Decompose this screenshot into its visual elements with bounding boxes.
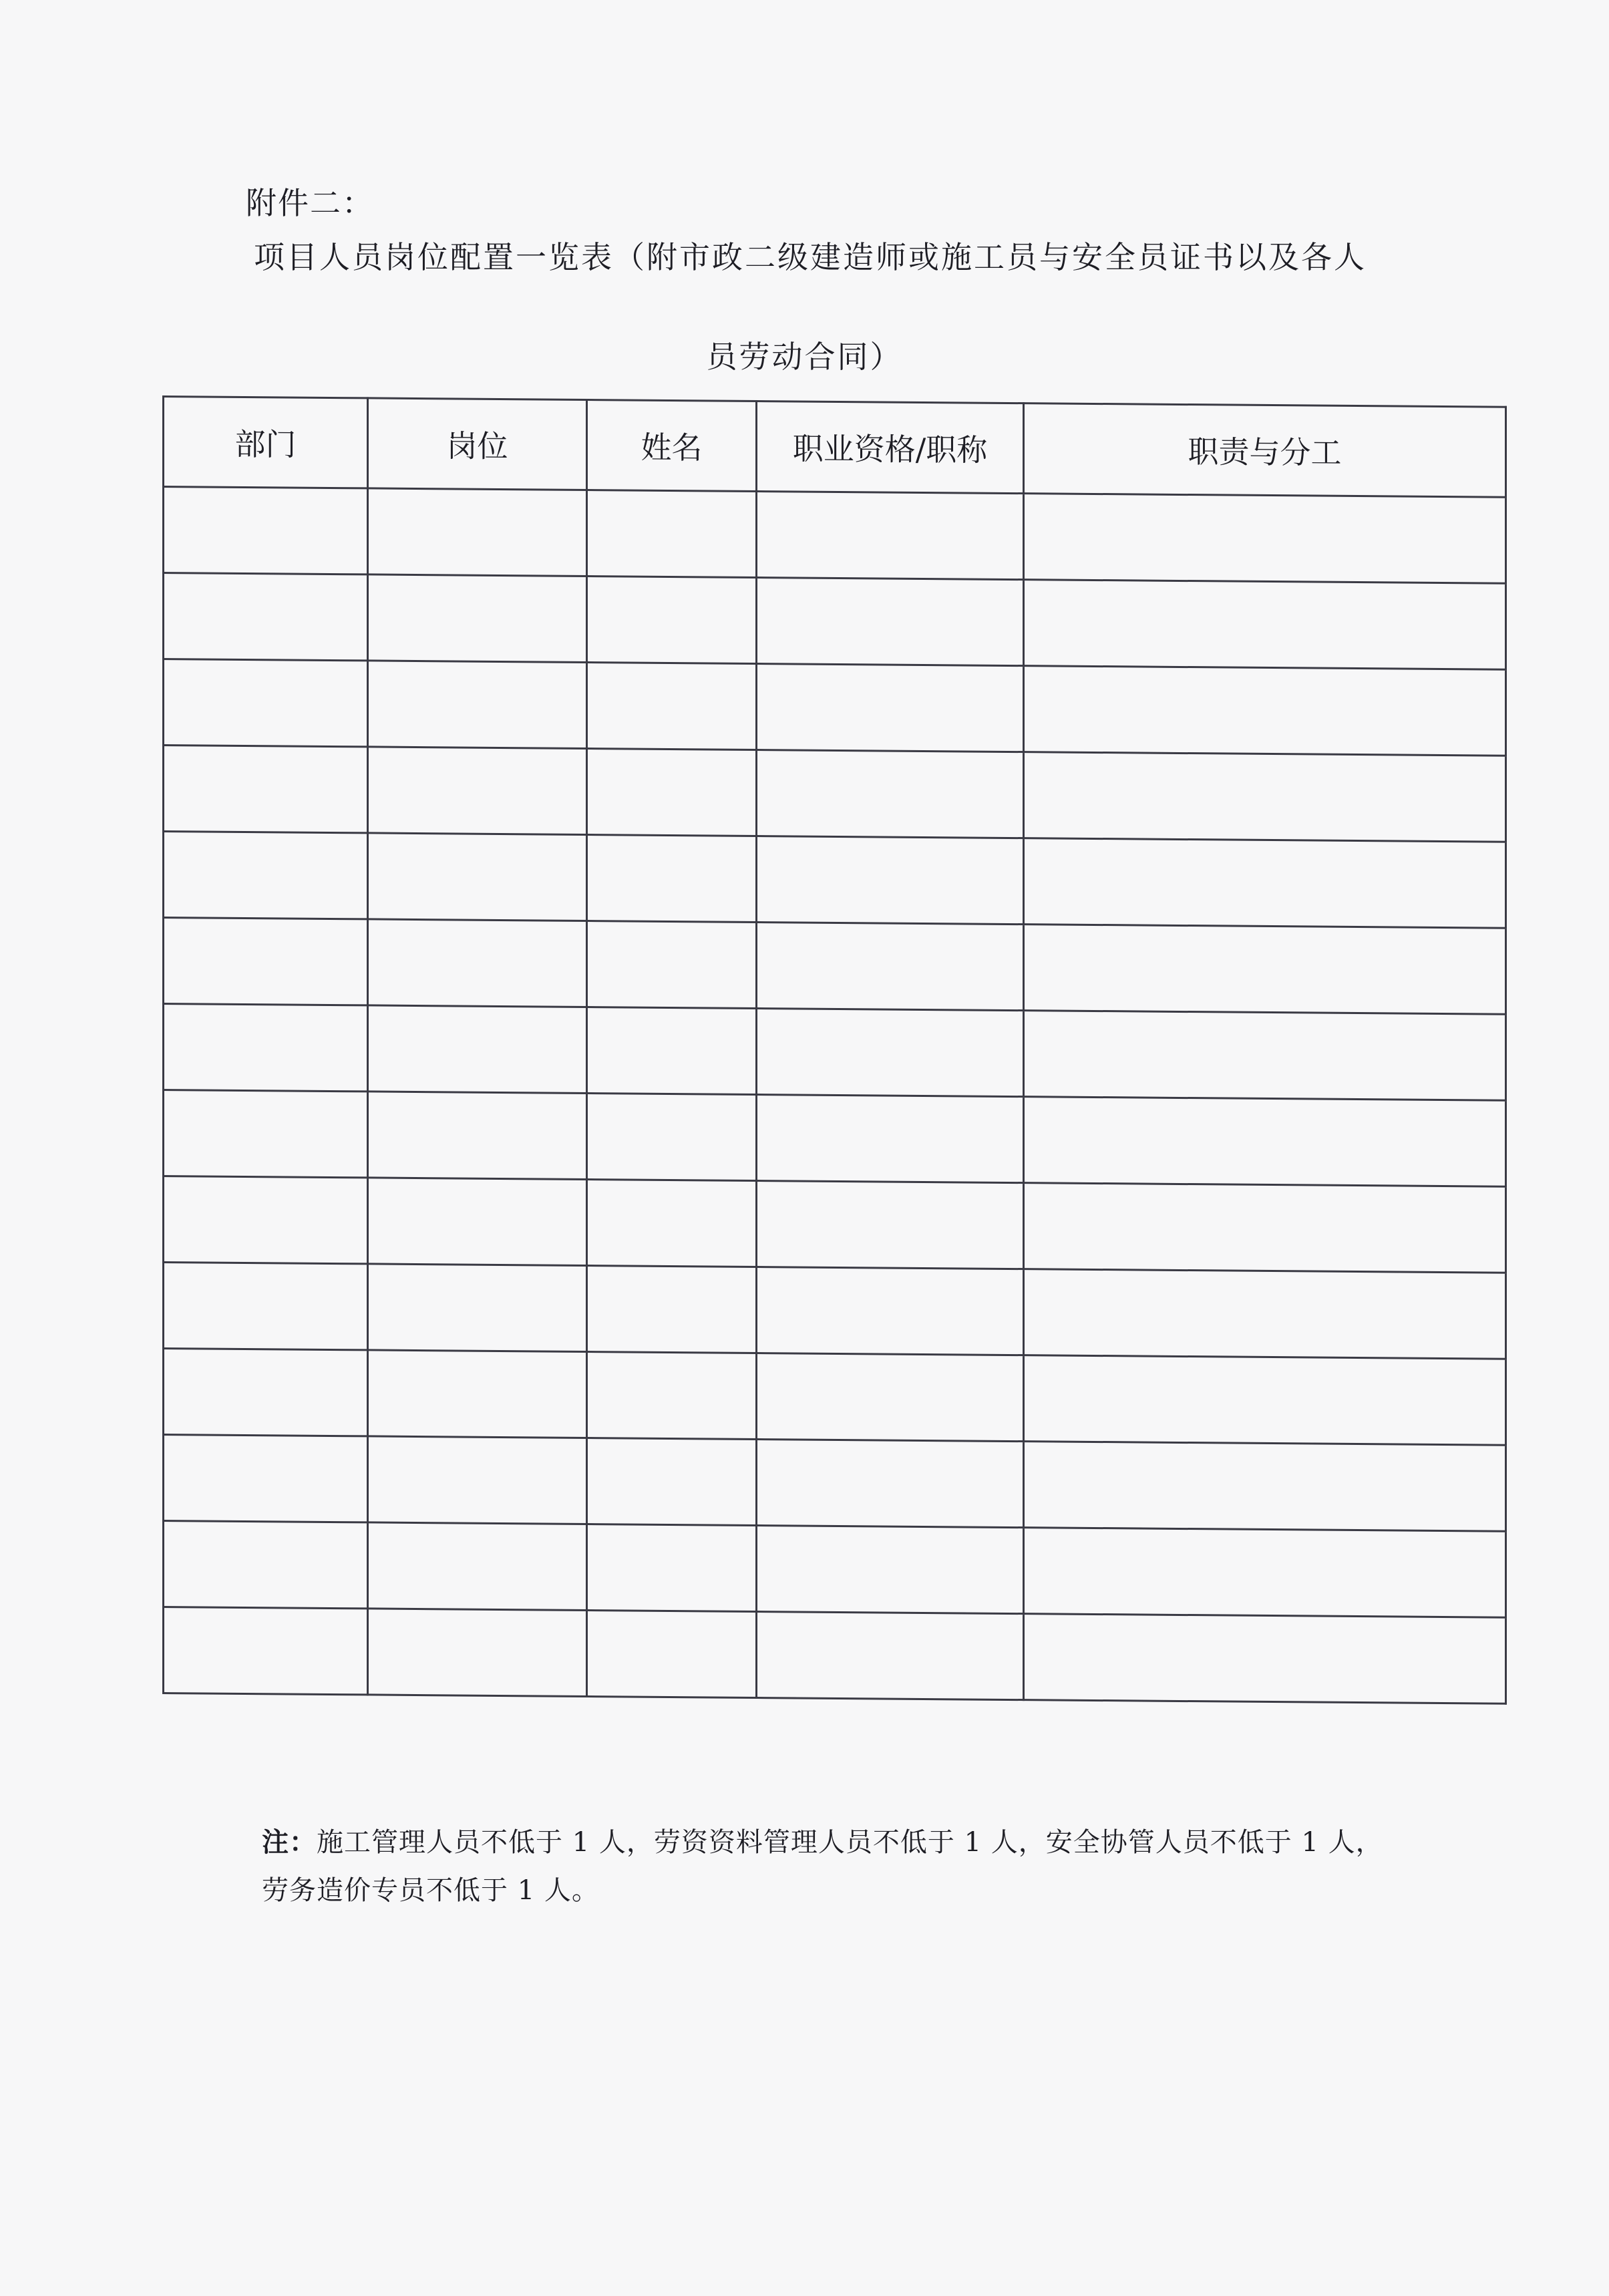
table-cell: [164, 1521, 368, 1609]
table-row: [164, 1607, 1506, 1704]
table-cell: [368, 575, 587, 663]
table-cell: [587, 1438, 757, 1525]
table-cell: [164, 918, 368, 1005]
table-cell: [368, 833, 587, 921]
table-cell: [1024, 666, 1506, 756]
table-cell: [164, 1349, 368, 1436]
table-cell: [164, 832, 368, 919]
note-text-1: 施工管理人员不低于 1 人，劳资资料管理人员不低于 1 人，安全协管人员不低于 1 人，: [317, 1827, 1383, 1858]
table-cell: [757, 1525, 1024, 1613]
table-cell: [164, 1607, 368, 1695]
table-cell: [368, 747, 587, 835]
table-cell: [368, 1609, 587, 1697]
table-cell: [164, 1090, 368, 1178]
table-cell: [368, 1436, 587, 1524]
table-cell: [757, 1439, 1024, 1527]
table-cell: [757, 663, 1024, 752]
table-cell: [757, 922, 1024, 1010]
table-cell: [757, 577, 1024, 665]
table-cell: [1024, 1442, 1506, 1532]
table-row: [164, 1435, 1506, 1532]
table-cell: [587, 1610, 757, 1697]
header-department: 部门: [164, 397, 368, 488]
table-row: [164, 573, 1506, 670]
table-cell: [1024, 494, 1506, 584]
table-row: [164, 1349, 1506, 1446]
table-cell: [587, 1265, 757, 1353]
table-cell: [1024, 1614, 1506, 1704]
table-cell: [368, 1350, 587, 1438]
table-cell: [368, 1178, 587, 1266]
table-cell: [164, 746, 368, 833]
table-cell: [757, 750, 1024, 838]
table-cell: [1024, 752, 1506, 842]
header-qualification: 职业资格/职称: [757, 401, 1024, 493]
header-name: 姓名: [587, 399, 757, 491]
table-cell: [164, 487, 368, 575]
table-title: 项目人员岗位配置一览表（附市政二级建造师或施工员与安全员证书以及各人: [254, 239, 1367, 275]
table-cell: [587, 1007, 757, 1094]
table-cell: [757, 1611, 1024, 1699]
table-cell: [164, 1263, 368, 1350]
table-cell: [587, 1351, 757, 1439]
table-cell: [587, 921, 757, 1008]
table-cell: [1024, 1269, 1506, 1359]
table-cell: [757, 836, 1024, 924]
staff-position-table: [162, 395, 1507, 1705]
table-cell: [1024, 580, 1506, 670]
table-cell: [368, 1092, 587, 1180]
note: [262, 1818, 1464, 1915]
table-row: [164, 746, 1506, 842]
note-prefix: 注：: [262, 1826, 317, 1858]
table-row: [164, 832, 1506, 929]
table-cell: [164, 1176, 368, 1264]
header-position: 岗位: [368, 398, 587, 490]
table-cell: [757, 1353, 1024, 1441]
table-cell: [164, 659, 368, 747]
table-cell: [587, 576, 757, 663]
table-cell: [757, 491, 1024, 579]
table-cell: [1024, 1528, 1506, 1618]
table-row: [164, 487, 1506, 584]
table-cell: [587, 1179, 757, 1267]
table-cell: [368, 488, 587, 577]
table-cell: [757, 1094, 1024, 1182]
table-cell: [1024, 925, 1506, 1015]
table-cell: [1024, 838, 1506, 929]
table-cell: [757, 1008, 1024, 1096]
table-header-row: [164, 397, 1506, 498]
table-cell: [1024, 1011, 1506, 1101]
table-cell: [587, 490, 757, 577]
table-cell: [368, 1522, 587, 1611]
note-line-1: [262, 1818, 1464, 1866]
table-cell: [587, 1524, 757, 1611]
table-cell: [587, 834, 757, 922]
table-cell: [368, 661, 587, 749]
table-row: [164, 918, 1506, 1015]
table-body: [164, 487, 1506, 1704]
table-cell: [1024, 1097, 1506, 1187]
table-cell: [368, 1005, 587, 1094]
table-row: [164, 1176, 1506, 1273]
table-row: [164, 659, 1506, 756]
table-cell: [1024, 1183, 1506, 1273]
table-cell: [587, 1093, 757, 1180]
table-cell: [164, 1004, 368, 1092]
table-cell: [587, 748, 757, 836]
attachment-label: 附件二：: [246, 185, 374, 221]
table-cell: [368, 919, 587, 1007]
table-row: [164, 1004, 1506, 1101]
note-line-2: 劳务造价专员不低于 1 人。: [262, 1875, 599, 1906]
table-cell: [587, 662, 757, 750]
table-title-continuation: 员劳动合同）: [706, 339, 903, 375]
table-row: [164, 1090, 1506, 1187]
table-cell: [757, 1267, 1024, 1355]
table-cell: [164, 573, 368, 661]
table-cell: [164, 1435, 368, 1522]
table-cell: [1024, 1355, 1506, 1446]
table-cell: [757, 1180, 1024, 1269]
header-duties: 职责与分工: [1024, 403, 1506, 498]
table-cell: [368, 1264, 587, 1352]
table-row: [164, 1521, 1506, 1618]
table-row: [164, 1263, 1506, 1359]
